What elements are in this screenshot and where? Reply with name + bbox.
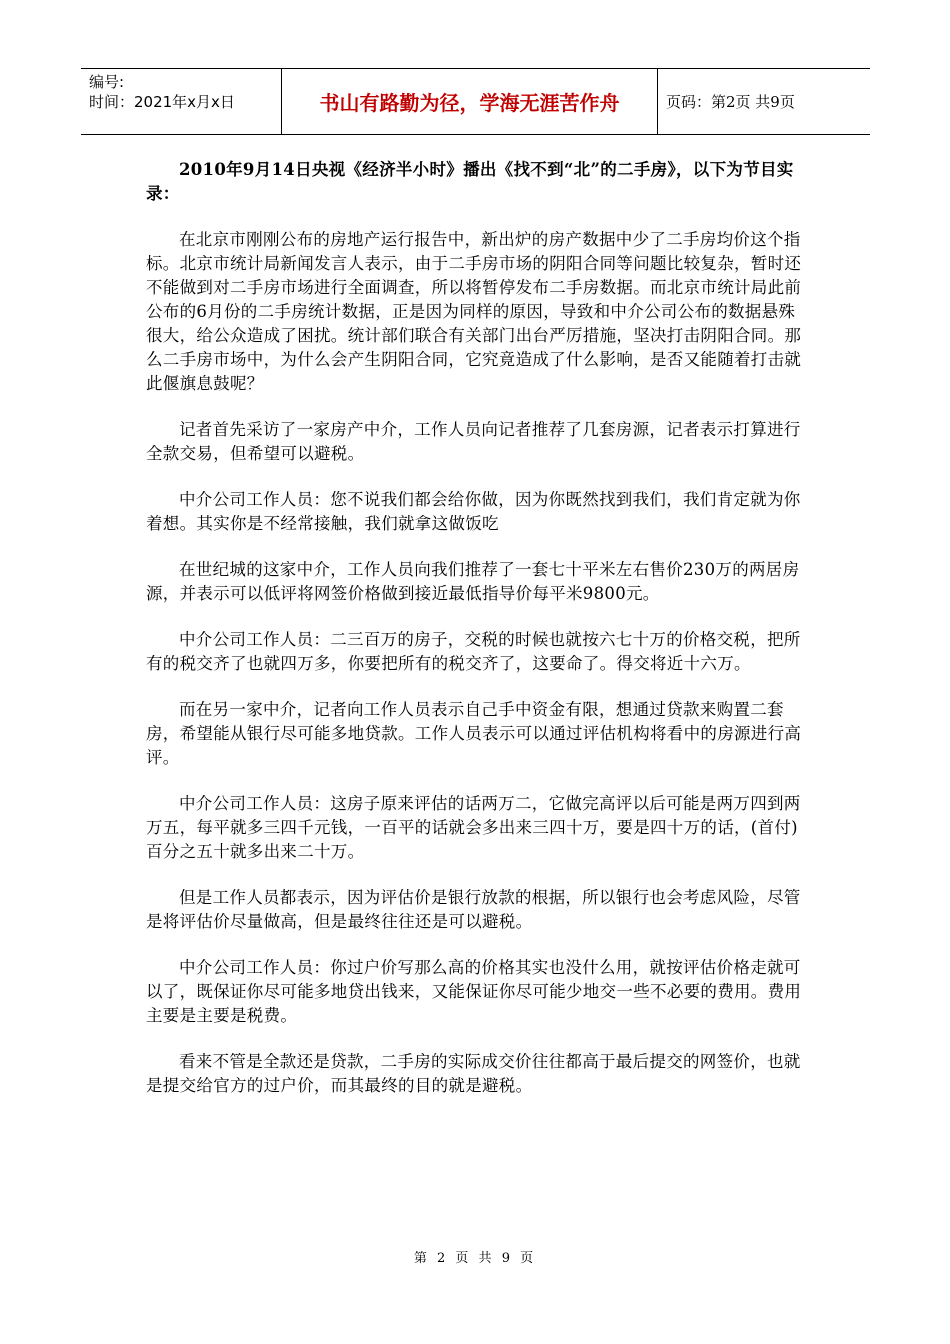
paragraph: 记者首先采访了一家房产中介，工作人员向记者推荐了几套房源，记者表示打算进行全款交易，但希望可以避税。 [146, 420, 801, 463]
document-time-label: 时间：2021年x月x日 [89, 93, 235, 111]
paragraph: 中介公司工作人员：您不说我们都会给你做，因为你既然找到我们，我们肯定就为你着想。其实你是不经常接触，我们就拿这做饭吃 [146, 490, 801, 533]
page-header [81, 68, 870, 135]
header-motto: 书山有路勤为径，学海无涯苦作舟 [282, 69, 658, 134]
document-body [146, 158, 806, 1120]
paragraph: 中介公司工作人员：二三百万的房子，交税的时候也就按六七十万的价格交税，把所有的税交齐了也就四万多，你要把所有的税交齐了，这要命了。得交将近十六万。 [146, 630, 801, 673]
paragraph: 而在另一家中介，记者向工作人员表示自己手中资金有限，想通过贷款来购置二套房，希望能从银行尽可能多地贷款。工作人员表示可以通过评估机构将看中的房源进行高评。 [146, 700, 802, 767]
header-page-label: 页码：第2页 共9页 [666, 93, 795, 111]
paragraph: 中介公司工作人员：这房子原来评估的话两万二，它做完高评以后可能是两万四到两万五，每平就多三四千元钱，一百平的话就会多出来三四十万，要是四十万的话，(首付)百分之五十就多出来二十万。 [146, 794, 801, 861]
header-meta [81, 69, 282, 134]
article-title: 2010年9月14日央视《经济半小时》播出《找不到“北”的二手房》，以下为节目实录： [146, 160, 794, 203]
document-number-label: 编号: [89, 73, 125, 91]
page-footer: 第 2 页 共 9 页 [413, 1251, 537, 1266]
paragraph: 看来不管是全款还是贷款，二手房的实际成交价往往都高于最后提交的网签价，也就是提交给官方的过户价，而其最终的目的就是避税。 [146, 1052, 801, 1095]
paragraph: 但是工作人员都表示，因为评估价是银行放款的根据，所以银行也会考虑风险，尽管是将评估价尽量做高，但是最终往往还是可以避税。 [146, 888, 801, 931]
paragraph: 在世纪城的这家中介，工作人员向我们推荐了一套七十平米左右售价230万的两居房源，并表示可以低评将网签价格做到接近最低指导价每平米9800元。 [146, 560, 800, 603]
paragraph: 中介公司工作人员：你过户价写那么高的价格其实也没什么用，就按评估价格走就可以了，既保证你尽可能多地贷出钱来，又能保证你尽可能少地交一些不必要的费用。费用主要是主要是税费。 [146, 958, 802, 1025]
paragraph: 在北京市刚刚公布的房地产运行报告中，新出炉的房产数据中少了二手房均价这个指标。北京市统计局新闻发言人表示，由于二手房市场的阴阳合同等问题比较复杂，暂时还不能做到对二手房市场进行全面调查，所以将暂停发布二手房数据。而北京市统计局此前公布的6月份的二手房统计数据，正是因为同样的原因，导致和中介公司公布的数据悬殊很大，给公众造成了困扰。统计部们联合有关部门出台严厉措施，坚决打击阴阳合同。那么二手房市场中，为什么会产生阴阳合同，它究竟造成了什么影响，是否又能随着打击就此偃旗息鼓呢？ [146, 230, 802, 393]
